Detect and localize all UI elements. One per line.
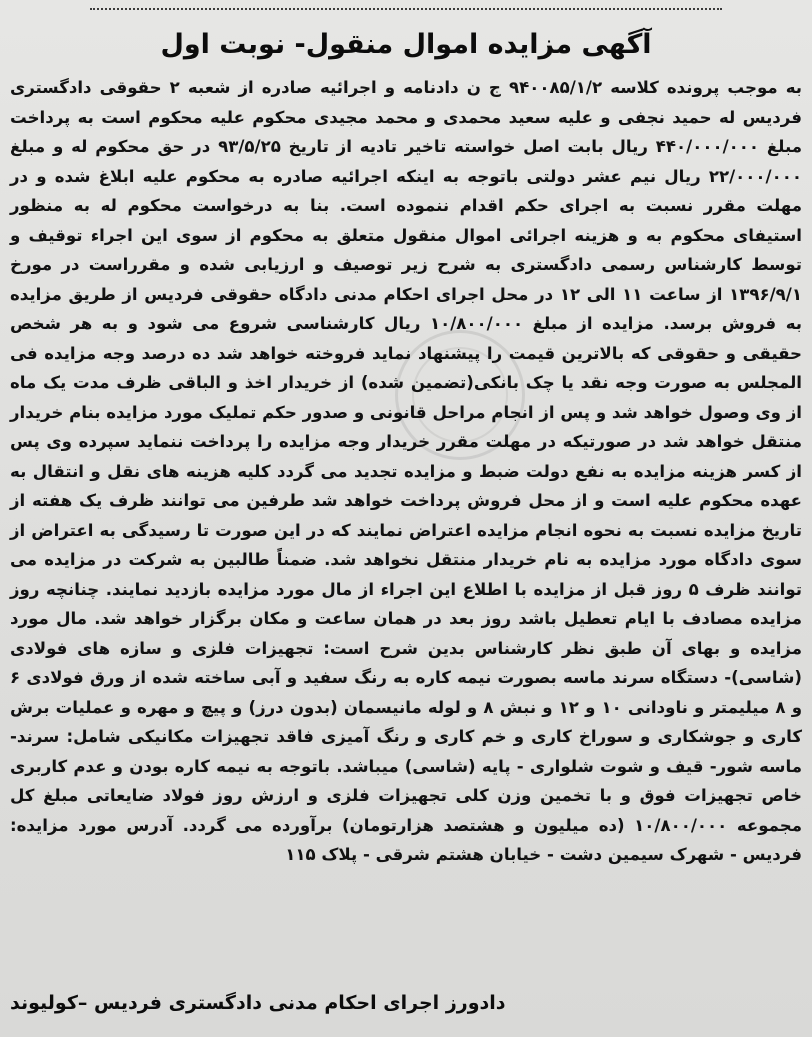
- top-divider: [90, 8, 722, 10]
- notice-body: به موجب پرونده کلاسه ۹۴۰۰۸۵/۱/۲ ج ن دادنامه و اجرائیه صادره از شعبه ۲ حقوقی دادگستری فردیس له حمید نجفی و علیه سعید محمدی و محمد مجیدی محکوم علیه محکوم است به پرداخت مبلغ ۴۴۰/۰۰۰/۰۰۰ ریال بابت اصل خواسته تاخیر تادیه از تاریخ ۹۳/۵/۲۵ در حق محکوم له و مبلغ ۲۲/۰۰۰/۰۰۰ ریال نیم عشر دولتی باتوجه به اینکه اجرائیه صادره به محکوم علیه ابلاغ شده و در مهلت مقرر نسبت به اجرای حکم اقدام ننموده است. بنا به درخواست محکوم له به منظور استیفای محکوم به و هزینه اجرائی اموال منقول متعلق به محکوم از سوی این اجراء توقیف و توسط کارشناس رسمی دادگستری به شرح زیر توصیف و ارزیابی شده و مقرراست در مورخ ۱۳۹۶/۹/۱ از ساعت ۱۱ الی ۱۲ در محل اجرای احکام مدنی دادگاه حقوقی فردیس از طریق مزایده به فروش برسد. مزایده از مبلغ ۱۰/۸۰۰/۰۰۰ ریال کارشناسی شروع می شود و به هر شخص حقیقی و حقوقی که بالاترین قیمت را پیشنهاد نماید فروخته خواهد شد ده درصد وجه مزایده فی المجلس به صورت وجه نقد یا چک بانکی(تضمین شده) از خریدار اخذ و الباقی ظرف مدت یک ماه از وی وصول خواهد شد و پس از انجام مراحل قانونی و صدور حکم تملیک مورد مزایده بنام خریدار منتقل خواهد شد در صورتیکه در مهلت مقرر خریدار وجه مزایده را پرداخت ننماید سپرده وی پس از کسر هزینه مزایده به نفع دولت ضبط و مزایده تجدید می گردد کلیه هزینه های نقل و انتقال به عهده محکوم علیه است و از محل فروش پرداخت خواهد شد طرفین می توانند ظرف یک هفته از تاریخ مزایده نسبت به نحوه انجام مزایده اعتراض نمایند که در این صورت تا رسیدگی به اعتراض از سوی دادگاه مورد مزایده به نام خریدار منتقل نخواهد شد. ضمناً طالبین به شرکت در مزایده می توانند ظرف ۵ روز قبل از مزایده با اطلاع این اجراء از مال مورد مزایده بازدید نمایند. چنانچه روز مزایده مصادف با ایام تعطیل باشد روز بعد در همان ساعت و مکان برگزار خواهد شد. مال مورد مزایده و بهای آن طبق نظر کارشناس بدین شرح است: تجهیزات فلزی و سازه های فولادی (شاسی)- دستگاه سرند ماسه بصورت نیمه کاره به رنگ سفید و آبی ساخته شده از ورق فولادی ۶ و ۸ میلیمتر و ناودانی ۱۰ و ۱۲ و نبش ۸ و لوله مانیسمان (بدون درز) و پیچ و مهره و عملیات برش کاری و جوشکاری و سوراخ کاری و خم کاری و رنگ آمیزی فاقد تجهیزات مکانیکی شامل: سرند- ماسه شور- قیف و شوت شلواری - پایه (شاسی) میباشد. باتوجه به نیمه کاره بودن و عدم کاربری خاص تجهیزات فوق و با تخمین وزن کلی تجهیزات فلزی و ارزش روز فولاد ضایعاتی مبلغ کل مجموعه ۱۰/۸۰۰/۰۰۰ (ده میلیون و هشتصد هزارتومان) برآورده می گردد. آدرس مورد مزایده: فردیس - شهرک سیمین دشت - خیابان هشتم شرقی - پلاک ۱۱۵: [10, 78, 803, 864]
- notice-signature: دادورز اجرای احکام مدنی دادگستری فردیس –کولیوند: [10, 992, 506, 1014]
- notice-title: آگهی مزایده اموال منقول- نوبت اول: [160, 29, 652, 60]
